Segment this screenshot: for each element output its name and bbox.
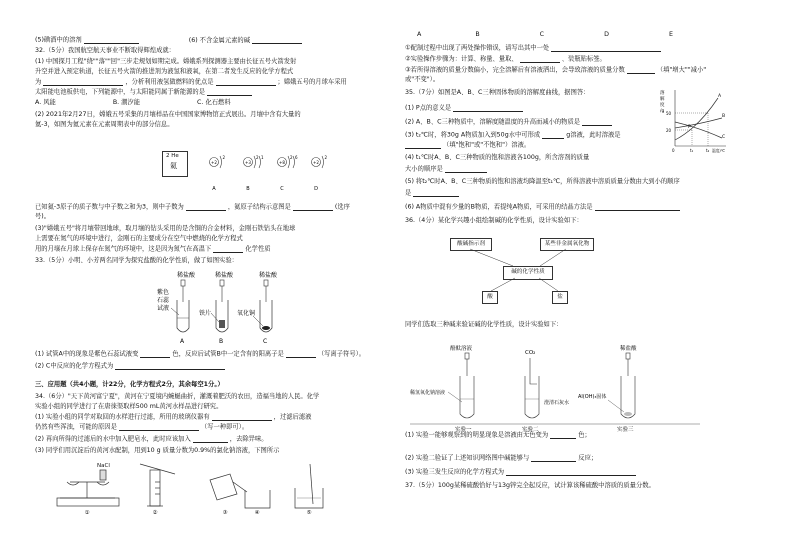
svg-text:澄清石灰水: 澄清石灰水 bbox=[544, 400, 570, 406]
svg-text:试液: 试液 bbox=[157, 305, 170, 312]
experiment-two-apparatus bbox=[525, 358, 539, 418]
answer-blank[interactable] bbox=[212, 414, 272, 421]
q36-intro: 同学们选取三种碱来验证碱的化学性质，设计实验如下： bbox=[405, 321, 563, 328]
svg-text:D: D bbox=[314, 186, 318, 192]
q32-text: 太阳能电池板供电，下列能源中，与太阳能同属于新能源的是 bbox=[35, 88, 206, 96]
q35-text: （填"饱和"或"不饱和"）溶液。 bbox=[443, 141, 531, 149]
q35-text: (3) t₂℃时，将30g A物质加入到50g水中可形成 bbox=[405, 131, 541, 139]
q36-line bbox=[405, 432, 591, 439]
answer-blank[interactable] bbox=[207, 89, 252, 96]
dropper-2 bbox=[220, 280, 224, 302]
q32-line bbox=[35, 204, 350, 211]
point-p-label: P bbox=[688, 125, 691, 130]
answer-blank[interactable] bbox=[550, 432, 576, 439]
q32-text: ，分析利用液氢做燃料的优点是 bbox=[125, 78, 214, 86]
q32-line bbox=[35, 246, 271, 253]
q32-text: 化学性质 bbox=[245, 245, 271, 253]
q35-text: 是 bbox=[405, 189, 412, 197]
map-connectors bbox=[405, 28, 775, 328]
q32-text: 用的月壤在月球上保存在氮气的环境中，这是因为氮气在高温下 bbox=[35, 245, 212, 253]
node-salt: 盐 bbox=[552, 291, 568, 304]
q33-text: (1) 试管A中的现象是紫色石蕊试液变 bbox=[35, 350, 139, 358]
dropper-3 bbox=[264, 280, 268, 302]
q36-text: 反应； bbox=[578, 454, 598, 462]
svg-text:B: B bbox=[219, 338, 224, 345]
r1-text: ①配制过程中出现了两处操作错误，请写出其中一处 bbox=[405, 44, 550, 52]
letter-d: D bbox=[604, 31, 609, 38]
svg-text:④: ④ bbox=[254, 510, 260, 516]
svg-text:C: C bbox=[263, 338, 268, 345]
svg-text:2: 2 bbox=[222, 155, 226, 160]
q35-text: (4) t₁℃时A、B、C三种物质的饱和溶液各100g，所含溶剂的质量 bbox=[405, 154, 590, 161]
q31-6-text: (6) 不含金属元素的碱 bbox=[188, 36, 251, 44]
graduated-cylinder bbox=[140, 464, 175, 506]
answer-blank[interactable] bbox=[213, 246, 243, 253]
curve-label-c: C bbox=[722, 135, 726, 140]
experiment-one-apparatus bbox=[460, 353, 474, 418]
svg-text:2: 2 bbox=[290, 155, 293, 160]
dropper-1 bbox=[181, 280, 185, 302]
answer-blank[interactable] bbox=[186, 204, 226, 211]
atom-b bbox=[244, 155, 265, 192]
svg-text:稀氢氧化钠溶液: 稀氢氧化钠溶液 bbox=[410, 390, 446, 396]
svg-text:①: ① bbox=[84, 510, 90, 516]
svg-text:2: 2 bbox=[324, 155, 328, 160]
svg-text:实验三: 实验三 bbox=[617, 427, 634, 433]
balance-scale bbox=[57, 463, 119, 506]
r3-text: ③若所得溶液的质量分数偏小，完全溶解后有溶液洒出，会导致溶液的质量分数 bbox=[405, 66, 625, 74]
node-acid: 酸 bbox=[482, 291, 498, 304]
atom-c bbox=[278, 155, 299, 192]
q32-text: ；嫦娥五号的月球车采用 bbox=[277, 78, 347, 86]
svg-text:⑤: ⑤ bbox=[306, 510, 312, 516]
axis-label: 溶 bbox=[660, 91, 665, 96]
q32-text: 上需要在氮气的环境中进行，金刚石的主要成分在空气中燃烧的化学方程式 bbox=[35, 235, 243, 242]
q32-text: 氦-3，如图为氦元素在元素周期表中的部分信息。 bbox=[35, 121, 174, 128]
letter-e: E bbox=[668, 31, 673, 38]
q35-text: g溶液，此时溶液是 bbox=[566, 131, 621, 139]
q32-text: ，氦原子结构示意图是 bbox=[227, 203, 291, 211]
svg-text:B: B bbox=[246, 186, 250, 192]
svg-text:氧化铜: 氧化铜 bbox=[237, 310, 256, 317]
q32-text: 号)。 bbox=[35, 213, 51, 220]
svg-text:酚酞溶液: 酚酞溶液 bbox=[450, 346, 473, 352]
q34-text: (3) 同学们用沉淀后的黄河水配制，用到10 g 质量分数为0.9%的氯化钠溶液，下图所示 bbox=[35, 447, 280, 454]
q34-line bbox=[35, 414, 311, 421]
acid-experiment-figure bbox=[135, 270, 315, 345]
q36-line bbox=[405, 469, 636, 476]
q37-text: 37.（5分）100g某稀硫酸恰好与13g锌完全起反应，试计算该稀硫酸中溶质的质量分数。 bbox=[405, 482, 655, 489]
q31-line bbox=[35, 37, 302, 44]
svg-text:实验一: 实验一 bbox=[455, 427, 472, 433]
q32-text: 为 bbox=[35, 78, 42, 86]
svg-text:+2: +2 bbox=[211, 160, 217, 165]
pouring-beaker bbox=[210, 474, 270, 508]
letter-b: B bbox=[475, 31, 480, 38]
axis-label: 度 bbox=[660, 103, 665, 108]
q34-text: 34.（6分）"天下黄河富宁夏"，黄河在宁夏境内蜿蜒曲折，灌溉着肥沃的农田，造福当地的人民。化学 bbox=[35, 393, 320, 400]
q32-text: (1) 中国探月工程"绕""落""回"三步走规划如期完成。嫦娥系列探测器主要由长征五号火箭发射 bbox=[35, 58, 297, 65]
svg-text:②: ② bbox=[152, 510, 158, 516]
answer-blank[interactable] bbox=[252, 37, 302, 44]
q36-text: (2) 实验二验证了上述知识网络图中碱能够与 bbox=[405, 454, 530, 462]
answer-blank[interactable] bbox=[119, 424, 199, 431]
r3-text: 或"不变"）。 bbox=[405, 76, 440, 83]
svg-text:铁片: 铁片 bbox=[199, 310, 212, 317]
q32-line bbox=[35, 236, 243, 242]
option-c[interactable]: C. 化石燃料 bbox=[197, 99, 231, 106]
q36-line bbox=[405, 455, 597, 462]
test-tube-b bbox=[216, 300, 228, 332]
atom-a bbox=[210, 155, 226, 192]
svg-text:实验二: 实验二 bbox=[522, 427, 539, 433]
q35-text: (2) A、B、C三种物质中，溶解度随温度的升高而减小的物质是 bbox=[405, 118, 581, 126]
option-a[interactable]: A. 风能 bbox=[35, 99, 56, 106]
q34-text: （写一种即可）。 bbox=[200, 423, 249, 431]
q34-text: (2) 再向所得的过滤后的水中加入肥皂水，此时应该加入 bbox=[35, 435, 191, 443]
answer-blank[interactable] bbox=[115, 363, 225, 370]
q32-text: (2) 2021年2月27日，嫦娥五号采集的月壤样品在中国国家博物馆正式展出。月壤中含有大量的 bbox=[35, 111, 301, 118]
test-tube-a bbox=[177, 300, 189, 332]
q32-title: 32.（5分）我国航空航天事业不断取得辉煌成就： bbox=[35, 47, 175, 54]
q32-text: (选序 bbox=[334, 203, 350, 211]
q31-5-text: (5)碘酒中的溶剂 bbox=[35, 36, 82, 44]
node-nonmetal-oxide: 某些非金属氧化物 bbox=[540, 238, 594, 251]
q34-line bbox=[35, 436, 268, 443]
tick-label: t₂ bbox=[706, 148, 710, 153]
svg-text:C: C bbox=[280, 186, 284, 192]
letter-c: C bbox=[539, 31, 545, 38]
svg-text:石蕊: 石蕊 bbox=[157, 297, 170, 304]
svg-text:A: A bbox=[212, 186, 216, 192]
q32-text: 升空并进入预定轨道，长征五号火箭的推进剂为液氢和液氧，在第二者发生反应的化学方程式 bbox=[35, 68, 294, 75]
tick-label: t₁ bbox=[690, 148, 694, 153]
q34-text: ，去除异味。 bbox=[229, 435, 268, 443]
svg-text:CO₂: CO₂ bbox=[525, 350, 536, 356]
q34-text: 实验小组的同学进行了在唐徕渠取样500 mL黄河水样品进行研究。 bbox=[35, 403, 223, 410]
origin-label: 0 bbox=[672, 148, 675, 153]
q34-line bbox=[35, 424, 248, 431]
svg-text:稀盐酸: 稀盐酸 bbox=[177, 272, 196, 279]
svg-text:稀盐酸: 稀盐酸 bbox=[620, 346, 637, 352]
option-b[interactable]: B. 潮汐能 bbox=[112, 99, 141, 106]
q32-options bbox=[35, 100, 231, 106]
node-base-properties: 碱的化学性质 bbox=[503, 266, 553, 280]
q35-text: (1) P点的意义是 bbox=[405, 104, 452, 112]
section-3-heading: 三、应用题（共4小题，计22分，化学方程式2分，其余每空1分。） bbox=[35, 381, 224, 388]
letter-a: A bbox=[417, 31, 422, 38]
svg-text:A: A bbox=[180, 338, 185, 345]
r3-text: （填"增大""减小" bbox=[656, 66, 707, 74]
test-tube-c bbox=[260, 300, 272, 332]
answer-blank[interactable] bbox=[140, 351, 170, 358]
q33-text: （写离子符号）。 bbox=[317, 350, 366, 358]
atom-d bbox=[312, 155, 328, 192]
svg-text:+8: +8 bbox=[279, 160, 285, 165]
svg-text:NaCl: NaCl bbox=[97, 463, 110, 469]
atom-structure-diagrams bbox=[200, 148, 350, 193]
q32-text: 已知氦-3原子的质子数与中子数之和为3，则中子数为 bbox=[35, 203, 184, 211]
svg-text:紫色: 紫色 bbox=[157, 289, 170, 296]
q32-text: (3)"嫦娥五号"将月壤带回地球，取月壤的钻头采用的是含铜的合金材料，金刚石铁钻头在地球 bbox=[35, 225, 296, 232]
tick-label: 50 bbox=[666, 111, 672, 116]
q34-text: ，过滤后滤液 bbox=[273, 413, 312, 421]
q35-text: (5) 将t₂℃时A、B、C三种物质的饱和溶液均降温至t₁℃，所得溶液中溶质质量分数由大到小的顺序 bbox=[405, 178, 680, 185]
svg-text:Al(OH)₃固体: Al(OH)₃固体 bbox=[578, 394, 607, 400]
svg-text:+2: +2 bbox=[313, 160, 319, 165]
answer-blank[interactable] bbox=[293, 204, 333, 211]
node-indicator: 酸碱指示剂 bbox=[450, 238, 492, 251]
q34-text: (1) 实验小组的同学对取回的水样进行过滤，所用的玻璃仪器有 bbox=[35, 413, 210, 421]
q33-line bbox=[35, 363, 225, 370]
element-name: 氦 bbox=[170, 161, 177, 170]
r2-text: 、装瓶贴标签。 bbox=[561, 55, 606, 63]
q36-text: 色； bbox=[578, 431, 591, 439]
svg-text:1: 1 bbox=[261, 155, 264, 160]
x-axis-label: 温度/℃ bbox=[712, 148, 726, 153]
beaker-stirring bbox=[295, 464, 323, 508]
answer-blank[interactable] bbox=[531, 455, 576, 462]
svg-text:2: 2 bbox=[256, 155, 259, 160]
q33-text: 色，反应后试管B中一定含有的阳离子是 bbox=[172, 350, 284, 358]
curve-label-b: B bbox=[722, 114, 726, 119]
answer-blank[interactable] bbox=[506, 469, 636, 476]
axis-label: 解 bbox=[660, 97, 665, 102]
answer-blank[interactable] bbox=[43, 79, 123, 86]
svg-text:稀盐酸: 稀盐酸 bbox=[215, 272, 234, 279]
atomic-number: 2 He bbox=[166, 153, 179, 159]
experiment-three-apparatus bbox=[621, 353, 635, 418]
svg-text:+3: +3 bbox=[245, 160, 251, 165]
axis-label: /g bbox=[660, 109, 665, 114]
r2-text: ②实验操作步骤为：计算、称量、量取、 bbox=[405, 55, 518, 63]
q35-text: 大小的顺序是 bbox=[405, 165, 443, 173]
svg-text:6: 6 bbox=[295, 155, 298, 160]
q36-text: (1) 实验一能够观察到的明显现象是溶液由无色变为 bbox=[405, 431, 549, 439]
q33-title: 33.（5分）小明、小芳两名同学为探究盐酸的化学性质，做了如图实验： bbox=[35, 257, 238, 264]
svg-text:③: ③ bbox=[222, 510, 228, 516]
answer-blank[interactable] bbox=[193, 436, 228, 443]
q33-text: (2) C中反应的化学方程式为 bbox=[35, 362, 114, 370]
svg-text:稀盐酸: 稀盐酸 bbox=[259, 272, 278, 279]
q33-line bbox=[35, 351, 365, 358]
q35-text: (6) A物质中混有少量的B物质，若提纯A物质，可采用的结晶方法是 bbox=[405, 203, 593, 211]
three-experiments-figure bbox=[410, 344, 710, 432]
q34-text: 仍然有些浑浊，可能的原因是 bbox=[35, 423, 117, 431]
solution-preparation-figure bbox=[45, 460, 385, 515]
q36-text: (3) 实验三发生反应的化学方程式为 bbox=[405, 468, 505, 476]
helium-element-card bbox=[162, 151, 188, 177]
q32-line bbox=[35, 89, 252, 96]
q36-title: 36.（4分）某化学兴趣小组绘制碱的化学性质，设计实验如下： bbox=[405, 217, 583, 224]
curve-label-a: A bbox=[718, 94, 722, 99]
tick-label: 20 bbox=[666, 128, 672, 133]
q35-title: 35.（7分）如图是A、B、C三种固体物质的溶解度曲线，据图答： bbox=[405, 89, 590, 96]
answer-blank[interactable] bbox=[286, 351, 316, 358]
answer-blank[interactable] bbox=[216, 79, 276, 86]
answer-blank[interactable] bbox=[84, 37, 139, 44]
q32-line bbox=[35, 79, 347, 86]
